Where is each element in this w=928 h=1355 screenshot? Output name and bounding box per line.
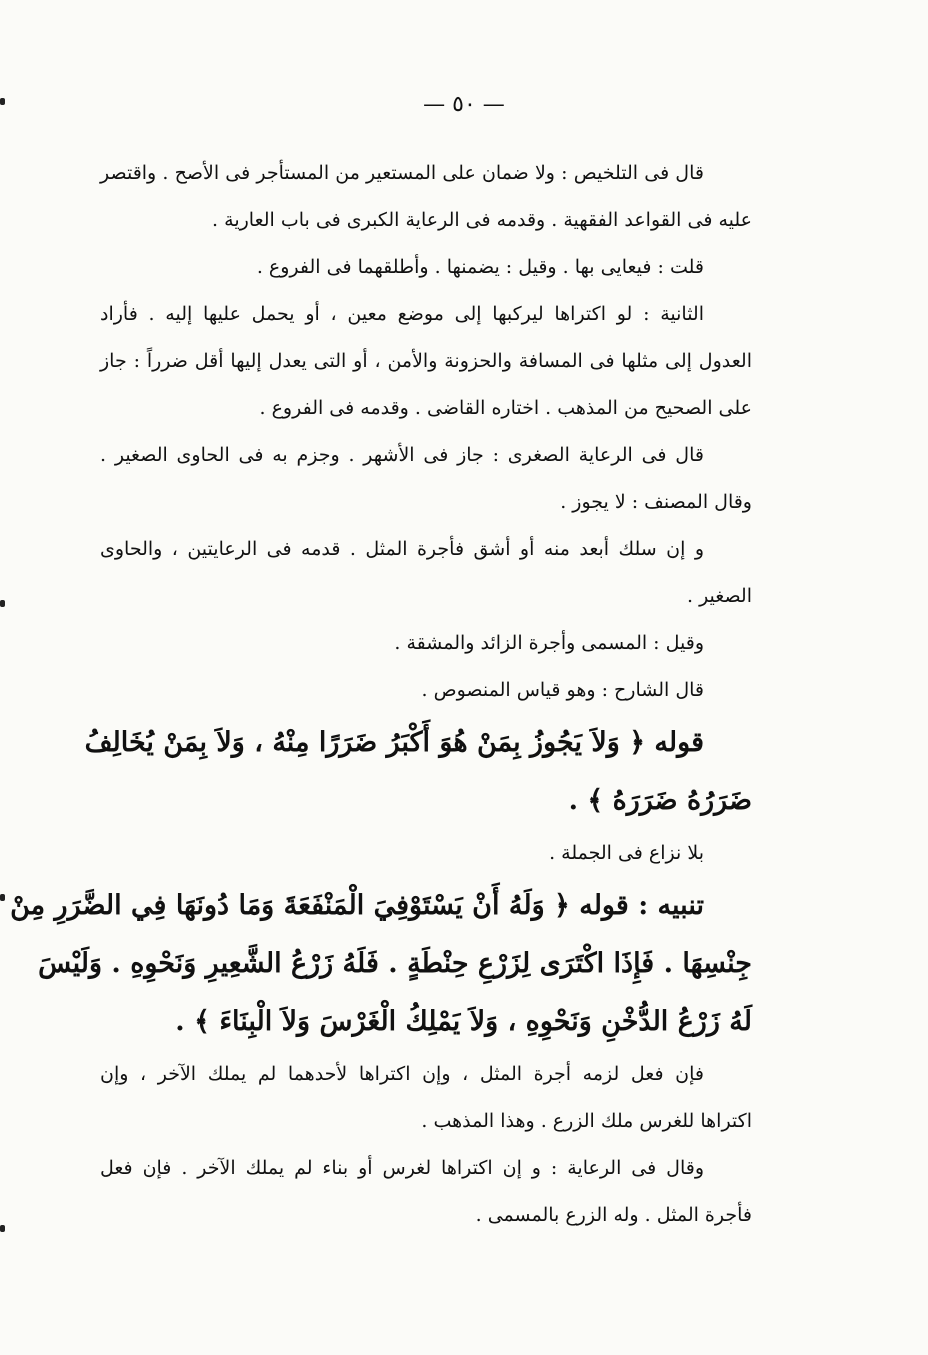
paragraph bbox=[100, 620, 752, 667]
text-line: وقال المصنف : لا يجوز . bbox=[560, 491, 752, 513]
text-line: لَهُ زَرْعُ الدُّخْنِ وَنَحْوِهِ ، وَلاَ يَمْلِكُ الْغَرْسَ وَلاَ الْبِنَاءَ ﴾ . bbox=[175, 1006, 752, 1037]
text-line: الصغير . bbox=[686, 585, 752, 607]
margin-mark bbox=[0, 98, 5, 105]
text-line: فأجرة المثل . وله الزرع بالمسمى . bbox=[475, 1204, 752, 1226]
text-line: اكتراها للغرس ملك الزرع . وهذا المذهب . bbox=[421, 1110, 752, 1132]
page-number: — ٥٠ — bbox=[423, 92, 505, 117]
paragraph bbox=[100, 244, 752, 291]
paragraph bbox=[100, 291, 752, 432]
text-line: و إن سلك أبعد منه أو أشق فأجرة المثل . قدمه فى الرعايتين ، والحاوى bbox=[100, 538, 704, 560]
text-line: قال الشارح : وهو قياس المنصوص . bbox=[421, 679, 704, 701]
margin-mark bbox=[0, 894, 5, 901]
text-line: تنبيه : قوله ﴿ وَلَهُ أَنْ يَسْتَوْفِيَ الْمَنْفَعَةَ وَمَا دُونَهَا فِي الضَّرَرِ مِنْ bbox=[10, 890, 704, 921]
paragraph bbox=[100, 150, 752, 244]
margin-mark bbox=[0, 1225, 5, 1232]
text-line: فإن فعل لزمه أجرة المثل ، وإن اكتراها لأحدهما لم يملك الآخر ، وإن bbox=[100, 1063, 704, 1085]
paragraph bbox=[100, 526, 752, 620]
text-line: العدول إلى مثلها فى المسافة والحزونة والأمن ، أو التى يعدل إليها أقل ضرراً : جاز bbox=[100, 350, 752, 372]
text-line: جِنْسِهَا . فَإِذَا اكْتَرَى لِزَرْعِ حِنْطَةٍ . فَلَهُ زَرْعُ الشَّعِيرِ وَنَحْوِهِ . وَلَيْسَ bbox=[38, 948, 752, 979]
text-line: بلا نزاع فى الجملة . bbox=[549, 842, 704, 864]
text-line: الثانية : لو اكتراها ليركبها إلى موضع معين ، أو يحمل عليها إليه . فأراد bbox=[100, 303, 704, 325]
quran-quote-paragraph bbox=[10, 877, 752, 1051]
paragraph bbox=[100, 830, 752, 877]
paragraph bbox=[100, 667, 752, 714]
paragraph bbox=[100, 1145, 752, 1239]
text-line: قال فى التلخيص : ولا ضمان على المستعير من المستأجر فى الأصح . واقتصر bbox=[100, 162, 704, 184]
text-line: قلت : فيعايى بها . وقيل : يضمنها . وأطلقهما فى الفروع . bbox=[256, 256, 704, 278]
text-line: عليه فى القواعد الفقهية . وقدمه فى الرعاية الكبرى فى باب العارية . bbox=[212, 209, 752, 231]
text-line: قال فى الرعاية الصغرى : جاز فى الأشهر . وجزم به فى الحاوى الصغير . bbox=[100, 444, 704, 466]
text-line: ضَرَرُهُ ضَرَرَهُ ﴾ . bbox=[568, 785, 752, 816]
text-line: وقيل : المسمى وأجرة الزائد والمشقة . bbox=[394, 632, 704, 654]
text-line: على الصحيح من المذهب . اختاره القاضى . وقدمه فى الفروع . bbox=[259, 397, 752, 419]
text-line: وقال فى الرعاية : و إن اكتراها لغرس أو بناء لم يملك الآخر . فإن فعل bbox=[100, 1157, 704, 1179]
text-body bbox=[10, 150, 752, 1239]
quran-quote-paragraph bbox=[84, 714, 752, 830]
paragraph bbox=[100, 432, 752, 526]
margin-mark bbox=[0, 600, 5, 607]
paragraph bbox=[100, 1051, 752, 1145]
text-line: قوله ﴿ وَلاَ يَجُوزُ بِمَنْ هُوَ أَكْبَرُ ضَرَرًا مِنْهُ ، وَلاَ بِمَنْ يُخَالِفُ bbox=[84, 727, 704, 758]
